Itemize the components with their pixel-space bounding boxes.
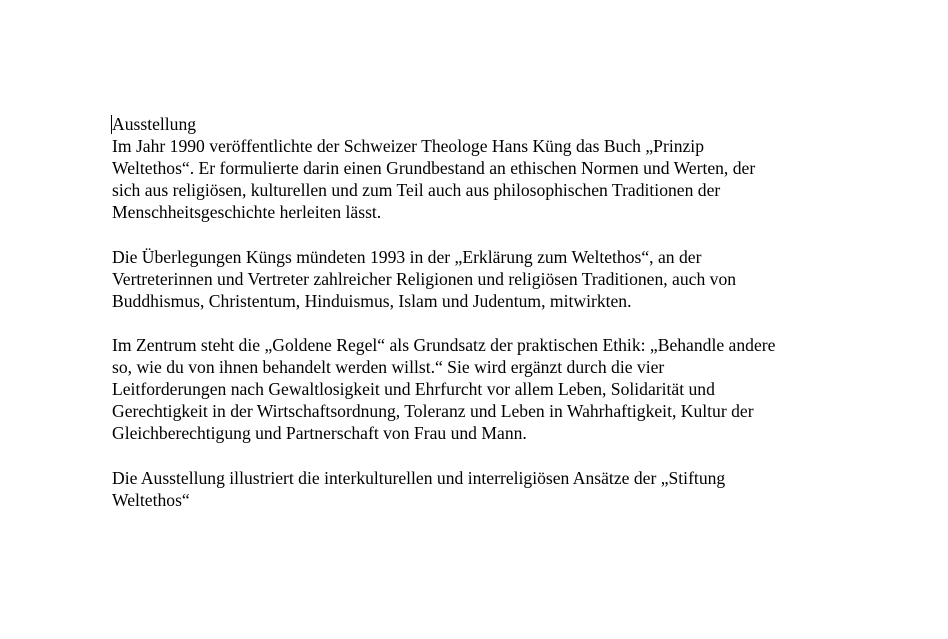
paragraph-line: Weltethos“ (112, 489, 190, 510)
document-body[interactable] (112, 113, 852, 511)
paragraph-4 (112, 467, 852, 511)
paragraph-line: Im Jahr 1990 veröffentlichte der Schweizer Theologe Hans Küng das Buch „Prinzip (112, 136, 704, 157)
paragraph-line: Die Ausstellung illustriert die interkulturellen und interreligiösen Ansätze der „Stiftung (112, 467, 726, 488)
paragraph-line: sich aus religiösen, kulturellen und zum Teil auch aus philosophischen Traditionen der (112, 180, 721, 201)
paragraph-line: Leitforderungen nach Gewaltlosigkeit und Ehrfurcht vor allem Leben, Solidarität und (112, 379, 715, 400)
paragraph-line: Gerechtigkeit in der Wirtschaftsordnung, Toleranz und Leben in Wahrhaftigkeit, Kultur der (112, 401, 754, 422)
paragraph-line: so, wie du von ihnen behandelt werden willst.“ Sie wird ergänzt durch die vier (112, 357, 665, 378)
paragraph-2 (112, 246, 852, 312)
paragraph-line: Im Zentrum steht die „Goldene Regel“ als Grundsatz der praktischen Ethik: „Behandle andere (112, 334, 776, 355)
paragraph-line: Die Überlegungen Küngs mündeten 1993 in der „Erklärung zum Weltethos“, an der (112, 246, 702, 267)
empty-line (112, 444, 852, 466)
paragraph-line: Buddhismus, Christentum, Hinduismus, Islam und Judentum, mitwirkten. (112, 290, 632, 311)
paragraph-line: Weltethos“. Er formulierte darin einen Grundbestand an ethischen Normen und Werten, der (112, 158, 756, 179)
paragraph-1 (112, 135, 852, 223)
document-title: Ausstellung (112, 114, 197, 134)
paragraph-line: Gleichberechtigung und Partnerschaft von Frau und Mann. (112, 423, 527, 444)
text-cursor (111, 115, 112, 134)
empty-line (112, 223, 852, 245)
empty-line (112, 312, 852, 334)
paragraph-line: Menschheitsgeschichte herleiten lässt. (112, 202, 382, 223)
paragraph-line: Vertreterinnen und Vertreter zahlreicher Religionen und religiösen Traditionen, auch von (112, 268, 737, 289)
paragraph-3 (112, 334, 852, 444)
